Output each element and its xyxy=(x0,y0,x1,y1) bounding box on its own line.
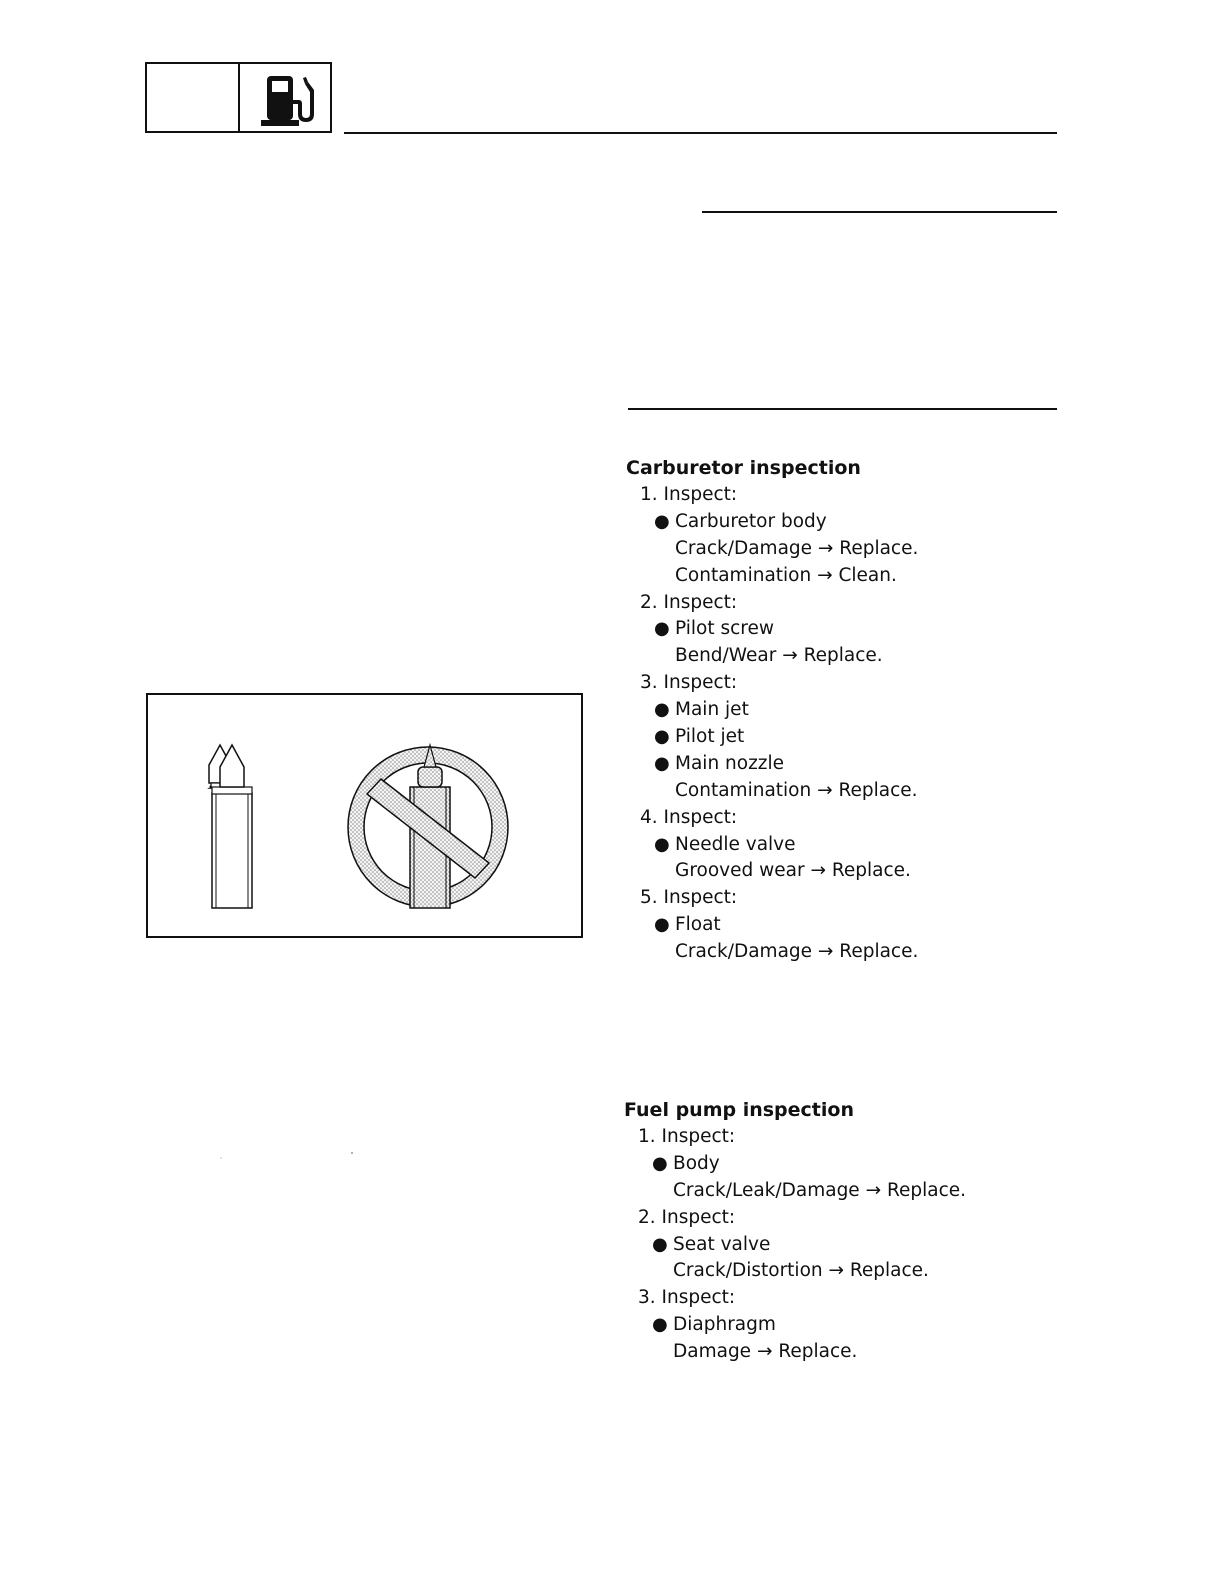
bullet-icon: ● xyxy=(652,1152,668,1174)
pump-detail: Damage → Replace. xyxy=(673,1341,858,1363)
carb-item-pilot-screw: ● Pilot screw xyxy=(626,616,918,643)
pump-item-diaphragm: ● Diaphragm xyxy=(624,1312,966,1339)
carb-step-5: 5. Inspect: xyxy=(640,887,738,909)
pump-detail: Crack/Distortion → Replace. xyxy=(673,1260,929,1282)
carb-step-1: 1. Inspect: xyxy=(640,484,738,505)
carburetor-jet-correct-icon xyxy=(209,745,252,908)
pump-item-body: ● Body xyxy=(624,1151,966,1178)
bullet-icon: ● xyxy=(652,1314,668,1336)
carb-step-3: 3. Inspect: xyxy=(640,672,738,694)
carb-item-float: ● Float xyxy=(626,912,918,939)
carb-detail: Contamination → Replace. xyxy=(675,779,918,801)
carb-item-main-nozzle: ● Main nozzle xyxy=(626,751,918,778)
carb-detail: Grooved wear → Replace. xyxy=(675,860,911,882)
bullet-icon: ● xyxy=(654,752,670,774)
section-rule-lower xyxy=(628,408,1057,410)
header-icon-box xyxy=(145,62,332,133)
bullet-icon: ● xyxy=(654,833,670,855)
header-rule xyxy=(344,132,1057,134)
carb-detail: Crack/Damage → Replace. xyxy=(675,941,919,963)
pump-step-1: 1. Inspect: xyxy=(638,1126,736,1147)
bullet-icon: ● xyxy=(654,510,670,532)
pump-detail: Crack/Leak/Damage → Replace. xyxy=(673,1179,967,1201)
carb-item-main-jet: ● Main jet xyxy=(626,697,918,724)
carb-item-needle-valve: ● Needle valve xyxy=(626,832,918,859)
bullet-icon: ● xyxy=(654,618,670,640)
jet-cleaning-figure xyxy=(146,693,583,938)
pump-step-3: 3. Inspect: xyxy=(638,1287,736,1309)
pump-step-2: 2. Inspect: xyxy=(638,1206,736,1228)
scan-speck xyxy=(220,1157,222,1159)
fuel-pump-inspection-section xyxy=(624,1097,966,1366)
section-rule-upper xyxy=(702,211,1057,213)
bullet-icon: ● xyxy=(654,726,670,748)
carb-detail: Contamination → Clean. xyxy=(675,564,897,586)
bullet-icon: ● xyxy=(654,699,670,721)
carb-detail: Crack/Damage → Replace. xyxy=(675,537,919,559)
fuel-pump-icon xyxy=(259,70,321,128)
bullet-icon: ● xyxy=(654,914,670,936)
carb-step-4: 4. Inspect: xyxy=(640,806,738,828)
bullet-icon: ● xyxy=(652,1233,668,1255)
carb-step-2: 2. Inspect: xyxy=(640,591,738,613)
carb-item-pilot-jet: ● Pilot jet xyxy=(626,724,918,751)
pump-item-seat-valve: ● Seat valve xyxy=(624,1232,966,1259)
prohibited-jet-icon xyxy=(348,745,508,908)
carburetor-inspection-section xyxy=(626,455,918,966)
carb-detail: Bend/Wear → Replace. xyxy=(675,645,883,667)
header-box-divider xyxy=(238,64,240,131)
figure-illustration xyxy=(148,695,581,936)
fuel-pump-inspection-title: Fuel pump inspection xyxy=(624,1099,854,1121)
scan-speck xyxy=(351,1152,353,1154)
carb-item-body: ● Carburetor body xyxy=(626,509,918,536)
carburetor-inspection-title: Carburetor inspection xyxy=(626,457,861,479)
